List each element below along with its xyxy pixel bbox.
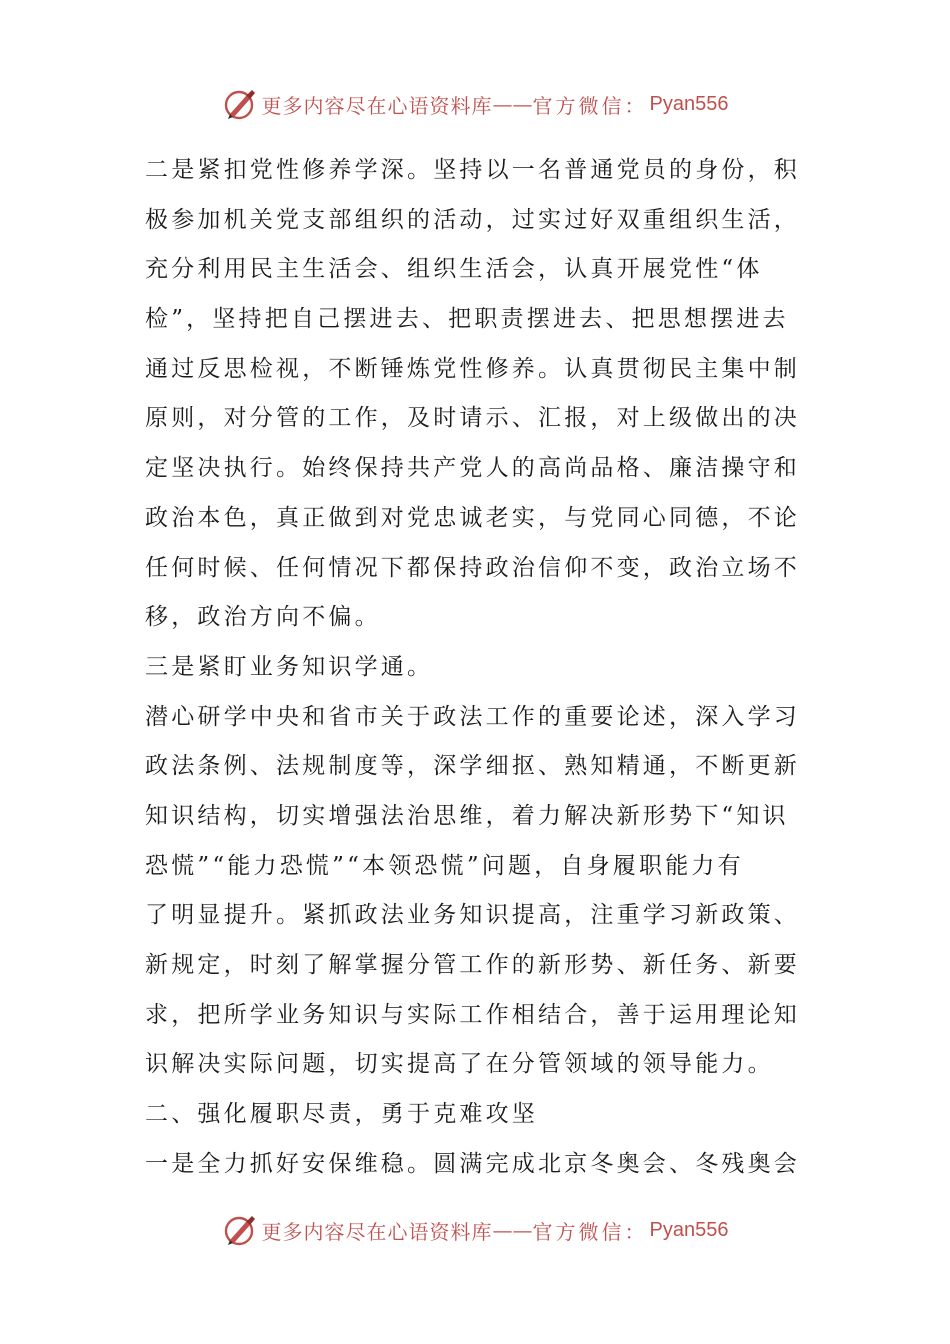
banner-site-name: 更多内容尽在心语资料库 [261, 93, 493, 118]
text-line: 定坚决执行。始终保持共产党人的高尚品格、廉洁操守和 [145, 455, 800, 482]
text-line: 检”，坚持把自己摆进去、把职责摆进去、把思想摆进去 [145, 306, 789, 333]
text-line: 政法条例、法规制度等，深学细抠、熟知精通，不断更新 [145, 753, 800, 780]
banner-wechat-label: 官方微信： [532, 93, 648, 118]
text-line: 极参加机关党支部组织的活动，过实过好双重组织生活， [145, 206, 800, 233]
text-line: 潜心研学中央和省市关于政法工作的重要论述，深入学习 [145, 703, 800, 730]
banner-wechat-id: Pyan556 [649, 1218, 729, 1241]
text-line: 原则，对分管的工作，及时请示、汇报，对上级做出的决 [145, 405, 800, 432]
banner-dash: —— [492, 1218, 533, 1242]
section-heading: 三是紧盯业务知识学通。 [145, 653, 434, 680]
pen-logo-icon [222, 1212, 258, 1248]
text-line: 移，政治方向不偏。 [145, 604, 381, 631]
text-line: 一是全力抓好安保维稳。圆满完成北京冬奥会、冬残奥会 [145, 1150, 800, 1177]
text-line: 知识结构，切实增强法治思维，着力解决新形势下“知识 [145, 802, 789, 829]
text-line: 任何时候、任何情况下都保持政治信仰不变，政治立场不 [145, 554, 800, 581]
text-line: 政治本色，真正做到对党忠诚老实，与党同心同德，不论 [145, 504, 800, 531]
text-line: 新规定，时刻了解掌握分管工作的新形势、新任务、新要 [145, 952, 800, 978]
footer-watermark-banner [0, 1210, 950, 1250]
text-line: 二是紧扣党性修养学深。坚持以一名普通党员的身份，积 [145, 157, 800, 183]
text-line: 恐慌”“能力恐慌”“本领恐慌”问题，自身履职能力有 [145, 852, 744, 879]
text-line: 识解决实际问题，切实提高了在分管领域的领导能力。 [145, 1051, 774, 1078]
section-heading: 二、强化履职尽责，勇于克难攻坚 [145, 1101, 538, 1128]
banner-dash: —— [492, 92, 533, 116]
text-line: 充分利用民主生活会、组织生活会，认真开展党性“体 [145, 256, 763, 283]
document-body [145, 146, 810, 1189]
text-line: 通过反思检视，不断锤炼党性修养。认真贯彻民主集中制 [145, 355, 800, 382]
pen-logo-icon [222, 86, 258, 122]
banner-site-name: 更多内容尽在心语资料库 [261, 1219, 493, 1244]
banner-wechat-label: 官方微信： [532, 1219, 648, 1244]
text-line: 了明显提升。紧抓政法业务知识提高，注重学习新政策、 [145, 902, 800, 929]
text-line: 求，把所学业务知识与实际工作相结合，善于运用理论知 [145, 1001, 800, 1028]
header-watermark-banner [0, 84, 950, 124]
banner-wechat-id: Pyan556 [649, 92, 729, 115]
